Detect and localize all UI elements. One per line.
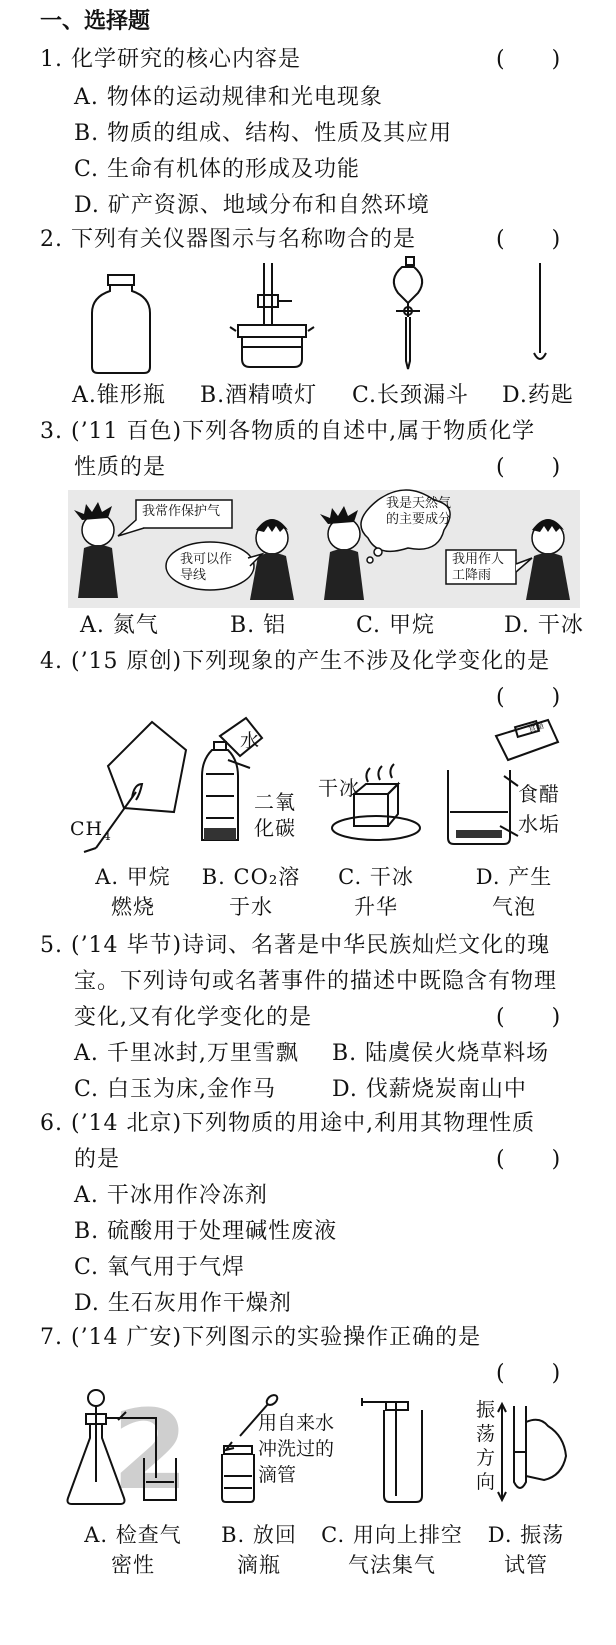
q3-caption-d: D. 干冰 [504, 613, 584, 638]
q1-option-c: C. 生命有机体的形成及功能 [74, 157, 361, 182]
q2-caption-a: A.锥形瓶 [72, 383, 166, 408]
label-co2-line1: 二氧 [254, 790, 296, 814]
q1-option-d: D. 矿产资源、地域分布和自然环境 [74, 193, 430, 218]
shake-test-tube-figure [498, 1404, 566, 1500]
q3-caption-a: A. 氮气 [80, 613, 159, 638]
label-bottle-tag: 食醋 [527, 720, 545, 735]
q6-stem-line1: 6. (’14 北京)下列物质的用途中,利用其物理性质 [40, 1111, 536, 1136]
q5-option-c: C. 白玉为床,金作马 [74, 1077, 277, 1102]
watermark-number: 2 [112, 1386, 189, 1514]
bubble-b-text: 我可以作导线 [180, 552, 233, 583]
q6-answer-paren: ( ) [496, 1147, 562, 1172]
q3-stem-line1: 3. (’11 百色)下列各物质的自述中,属于物质化学 [40, 419, 536, 444]
q3-answer-paren: ( ) [496, 455, 562, 480]
bubble-a-text: 我常作保护气 [142, 504, 221, 519]
bottle-figure [92, 275, 150, 373]
q1-stem: 1. 化学研究的核心内容是 [40, 47, 301, 72]
airtightness-check-figure [68, 1390, 177, 1504]
q5-option-a: A. 千里冰封,万里雪飘 [74, 1041, 299, 1066]
q2-instruments-illustration [0, 255, 616, 395]
q7-caption-a: A. 检查气 密性 [84, 1523, 182, 1577]
q5-answer-paren: ( ) [496, 1005, 562, 1030]
q6-option-b: B. 硫酸用于处理碱性废液 [74, 1219, 338, 1244]
label-vinegar: 食醋 [518, 782, 560, 806]
label-ch4: $CH_4$ [70, 818, 112, 843]
q2-caption-c: C.长颈漏斗 [352, 383, 470, 408]
q6-stem-line2: 的是 [74, 1147, 121, 1172]
gas-collection-figure [362, 1398, 422, 1502]
label-co2-line2: 化碳 [254, 816, 296, 840]
q3-caption-c: C. 甲烷 [356, 613, 436, 638]
q4-caption-c: C. 干冰 升华 [338, 865, 414, 919]
section-title: 一、选择题 [40, 9, 151, 34]
label-scale: 水垢 [518, 812, 560, 836]
spoon-figure [534, 263, 546, 359]
q7-answer-paren: ( ) [496, 1361, 562, 1386]
q3-cartoon-illustration [0, 490, 616, 610]
label-rinse: 用自来水 冲洗过的 滴管 [258, 1412, 335, 1486]
alcohol-burner-figure [230, 263, 314, 367]
q2-caption-b: B.酒精喷灯 [200, 383, 318, 408]
q4-caption-a: A. 甲烷 燃烧 [95, 865, 171, 919]
label-water: 水 [240, 730, 261, 752]
q7-caption-b: B. 放回 滴瓶 [221, 1523, 297, 1577]
q2-caption-d: D.药匙 [502, 383, 574, 408]
q3-stem-line2: 性质的是 [74, 455, 167, 480]
bubble-c-text: 我是天然气的主要成分 [386, 496, 452, 527]
q1-answer-paren: ( ) [496, 47, 562, 72]
q2-stem: 2. 下列有关仪器图示与名称吻合的是 [40, 227, 416, 252]
separating-funnel-figure [394, 257, 422, 369]
q4-stem: 4. (’15 原创)下列现象的产生不涉及化学变化的是 [40, 649, 551, 674]
q7-caption-d: D. 振荡 试管 [487, 1523, 565, 1577]
q7-stem: 7. (’14 广安)下列图示的实验操作正确的是 [40, 1325, 482, 1350]
q2-answer-paren: ( ) [496, 227, 562, 252]
q7-caption-c: C. 用向上排空 气法集气 [321, 1523, 463, 1577]
q6-option-a: A. 干冰用作冷冻剂 [74, 1183, 268, 1208]
q1-option-a: A. 物体的运动规律和光电现象 [74, 85, 383, 110]
q5-stem-line3: 变化,又有化学变化的是 [74, 1005, 312, 1030]
q5-stem-line2: 宝。下列诗句或名著事件的描述中既隐含有物理 [74, 969, 558, 994]
q1-option-b: B. 物质的组成、结构、性质及其应用 [74, 121, 453, 146]
q3-caption-b: B. 铝 [230, 613, 287, 638]
q5-option-d: D. 伐薪烧炭南山中 [332, 1077, 527, 1102]
q4-caption-b: B. CO₂溶 于水 [201, 865, 301, 919]
q6-option-d: D. 生石灰用作干燥剂 [74, 1291, 292, 1316]
q4-caption-d: D. 产生 气泡 [475, 865, 553, 919]
q6-option-c: C. 氧气用于气焊 [74, 1255, 246, 1280]
label-shake-direction: 振荡方向 [476, 1399, 496, 1493]
q4-answer-paren: ( ) [496, 685, 562, 710]
q5-option-b: B. 陆虞侯火烧草料场 [332, 1041, 550, 1066]
q5-stem-line1: 5. (’14 毕节)诗词、名著是中华民族灿烂文化的瑰 [40, 933, 551, 958]
label-dry-ice: 干冰 [318, 776, 360, 800]
bubble-d-text: 我用作人工降雨 [452, 552, 505, 583]
